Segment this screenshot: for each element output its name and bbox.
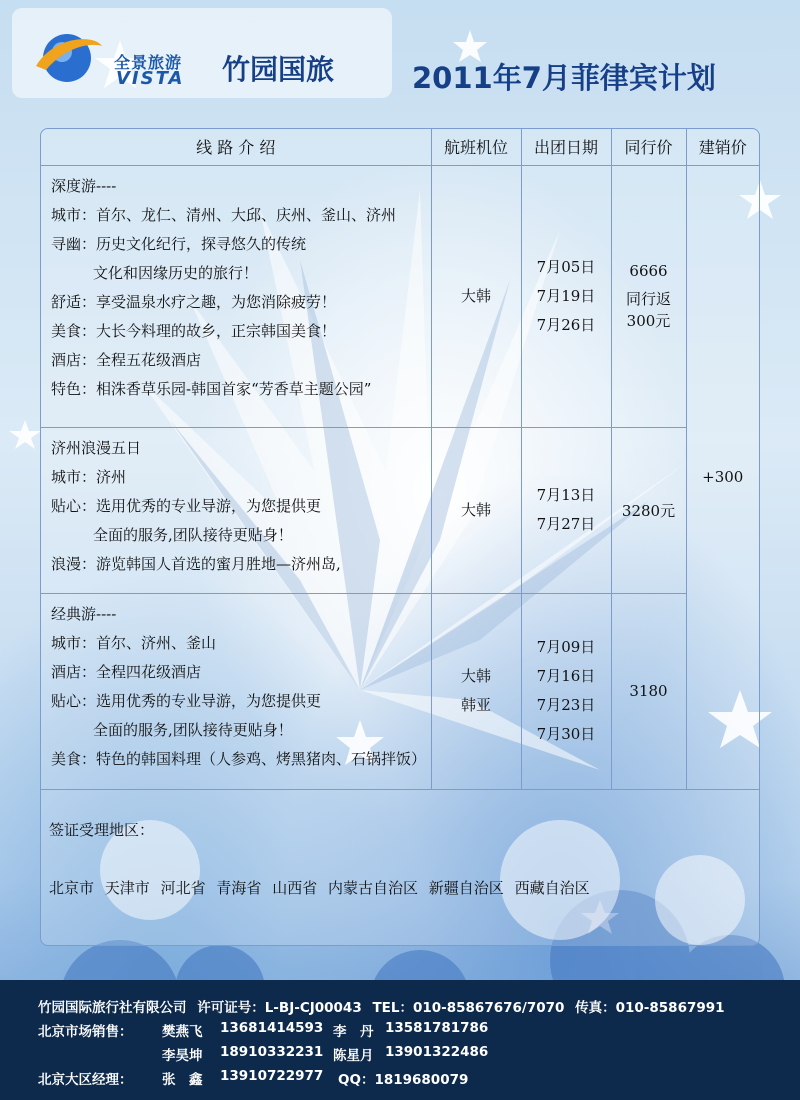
visa-region: 河北省 <box>160 879 206 897</box>
route-line: 酒店：全程四花级酒店 <box>51 662 202 681</box>
retail-price-cell <box>686 165 759 789</box>
contact-name: 樊燕飞 <box>162 1024 203 1040</box>
license-number: 许可证号：L-BJ-CJ00043 <box>197 1000 362 1016</box>
departure-date: 7月26日 <box>536 315 596 334</box>
retail-price: +300 <box>702 468 744 486</box>
route-line: 贴心：选用优秀的专业导游，为您提供更 <box>51 691 322 710</box>
date-cell <box>521 427 611 593</box>
route-line: 城市：济州 <box>51 467 127 486</box>
visa-region: 新疆自治区 <box>428 879 504 897</box>
visa-region-list <box>49 877 596 898</box>
date-cell <box>521 165 611 427</box>
airline-name: 韩亚 <box>460 696 491 714</box>
page-title: 2011年7月菲律宾计划 <box>412 61 716 95</box>
table-row <box>41 427 759 593</box>
table-row <box>41 165 759 427</box>
header-route: 线 路 介 绍 <box>41 129 431 165</box>
flight-cell <box>431 427 521 593</box>
contact-phone: 13581781786 <box>385 1020 489 1036</box>
visa-region: 北京市 <box>49 879 95 897</box>
airline-name: 大韩 <box>460 500 491 519</box>
visa-region: 西藏自治区 <box>514 879 590 897</box>
contact-phone: 18910332231 <box>220 1044 324 1060</box>
itinerary-table-frame <box>40 128 760 946</box>
table-row <box>41 593 759 789</box>
contact-footer <box>0 980 800 1100</box>
peer-price-cell <box>611 165 686 427</box>
route-line: 文化和因缘历史的旅行！ <box>93 263 259 282</box>
airline-name: 大韩 <box>460 286 491 305</box>
contact-phone: 13901322486 <box>385 1044 489 1060</box>
route-line: 城市：首尔、济州、釜山 <box>51 633 217 652</box>
manager-label: 北京大区经理： <box>38 1072 133 1088</box>
manager-name: 张 鑫 <box>162 1072 203 1088</box>
vista-globe-icon <box>34 26 104 86</box>
route-description <box>41 165 431 427</box>
route-line: 特色：相洙香草乐园-韩国首家“芳香草主题公园” <box>51 379 372 398</box>
route-line: 贴心：选用优秀的专业导游，为您提供更 <box>51 496 322 515</box>
route-description <box>41 427 431 593</box>
logo-chinese-text: 全景旅游 <box>114 53 183 72</box>
fax: 传真：010-85867991 <box>575 1000 725 1016</box>
flight-cell <box>431 165 521 427</box>
visa-region: 内蒙古自治区 <box>327 879 418 897</box>
departure-date: 7月23日 <box>536 696 596 714</box>
visa-region: 山西省 <box>272 879 318 897</box>
header-date: 出团日期 <box>521 129 611 165</box>
peer-rebate-label: 同行返 <box>625 290 671 308</box>
contact-name: 李 丹 <box>333 1024 374 1040</box>
route-line: 全面的服务,团队接待更贴身！ <box>93 525 293 544</box>
route-line: 美食：特色的韩国料理（人参鸡、烤黑猪肉、石锅拌饭） <box>51 749 427 768</box>
brand-name: 竹园国旅 <box>222 53 335 86</box>
departure-date: 7月13日 <box>536 486 596 504</box>
contact-phone: 13681414593 <box>220 1020 324 1036</box>
route-description <box>41 593 431 789</box>
departure-date: 7月27日 <box>536 515 596 533</box>
route-line: 寻幽：历史文化纪行，探寻悠久的传统 <box>51 234 307 253</box>
header-flight: 航班机位 <box>431 129 521 165</box>
route-line: 浪漫：游览韩国人首选的蜜月胜地—济州岛, <box>51 554 341 573</box>
departure-date: 7月05日 <box>536 257 596 276</box>
logo-english-text: VISTA <box>116 68 185 89</box>
departure-date: 7月16日 <box>536 667 596 685</box>
visa-label: 签证受理地区： <box>49 821 155 839</box>
peer-rebate-amount: 300元 <box>626 312 671 330</box>
telephone: TEL：010-85867676/7070 <box>372 1000 565 1016</box>
peer-price: 3180 <box>629 682 668 700</box>
route-line: 舒适：享受温泉水疗之趣，为您消除疲劳！ <box>51 292 337 311</box>
itinerary-table <box>41 129 759 790</box>
route-line: 城市：首尔、龙仁、清州、大邱、庆州、釜山、济州 <box>51 205 397 224</box>
visa-region: 青海省 <box>216 879 262 897</box>
visa-region: 天津市 <box>104 879 150 897</box>
contact-name: 李昊坤 <box>162 1048 203 1064</box>
departure-date: 7月19日 <box>536 286 596 305</box>
route-line: 美食：大长今料理的故乡，正宗韩国美食！ <box>51 321 337 340</box>
date-cell <box>521 593 611 789</box>
contact-name: 陈星月 <box>333 1048 374 1064</box>
peer-price: 6666 <box>629 262 668 280</box>
route-line: 经典游---- <box>51 604 117 623</box>
route-line: 济州浪漫五日 <box>51 438 142 457</box>
departure-date: 7月09日 <box>536 638 596 656</box>
logo-panel <box>12 8 392 98</box>
departure-date: 7月30日 <box>536 725 596 743</box>
route-line: 酒店：全程五花级酒店 <box>51 350 202 369</box>
route-line: 深度游---- <box>51 176 117 195</box>
company-info-line <box>38 996 725 1016</box>
airline-name: 大韩 <box>460 667 491 685</box>
company-name: 竹园国际旅行社有限公司 <box>38 1000 187 1016</box>
route-line: 全面的服务,团队接待更贴身！ <box>93 720 293 739</box>
flight-cell <box>431 593 521 789</box>
peer-price-cell <box>611 427 686 593</box>
peer-price-cell <box>611 593 686 789</box>
header-peer-price: 同行价 <box>611 129 686 165</box>
manager-phone: 13910722977 <box>220 1068 324 1084</box>
sales-label: 北京市场销售： <box>38 1024 133 1040</box>
peer-price: 3280元 <box>621 501 676 520</box>
table-header-row <box>41 129 759 165</box>
qq-number: QQ：1819680079 <box>338 1072 469 1088</box>
header-retail-price: 建销价 <box>686 129 759 165</box>
